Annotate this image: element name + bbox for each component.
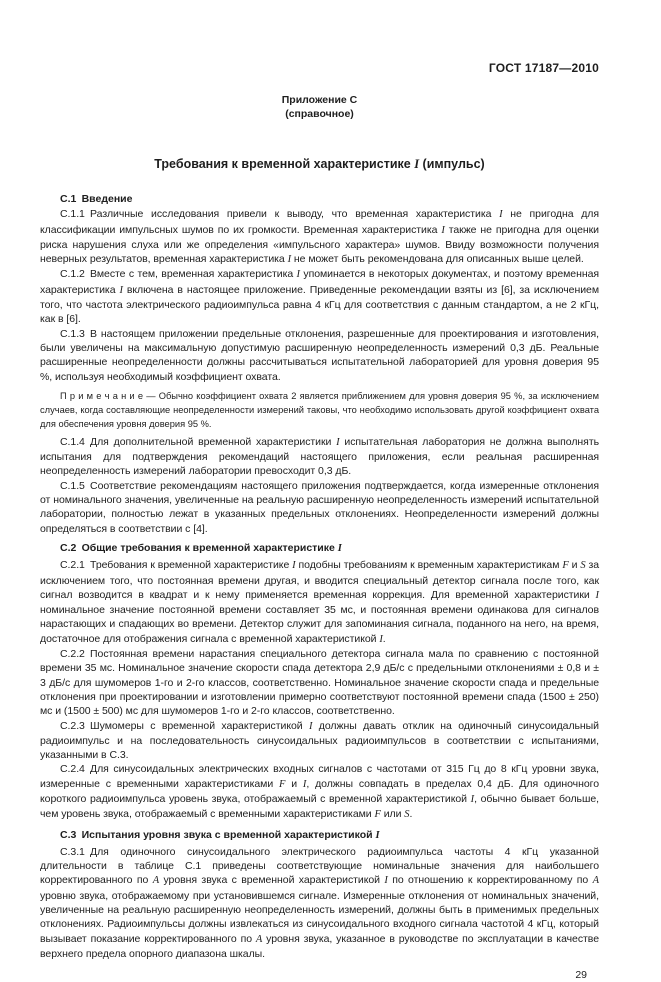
page-title [40, 157, 599, 172]
paragraph-c3-1 [40, 845, 599, 961]
variable-symbol: I [287, 254, 292, 266]
variable-symbol: I [308, 720, 313, 732]
text-run: не может быть рекомендована для описанных выше целей. [291, 253, 584, 266]
text-run: или [380, 808, 405, 821]
variable-symbol: I [414, 157, 420, 171]
paragraph-c2-2 [40, 647, 599, 718]
text-run: номинальное значение постоянной времени составляет 35 мс, и постоянная времени одинакова для сигналов нарастающих и спадающих во времени. Детектор служит для запоминания сигнала, поданного на него, на время, достаточное для отображения сигнала с временной характеристикой [40, 604, 599, 645]
text-run: подобны требованиям к временным характеристикам [295, 559, 563, 572]
paragraph-c2-3 [40, 719, 599, 763]
text-run: С.1.4 Для дополнительной временной характеристики [60, 435, 337, 448]
variable-symbol: I [595, 589, 599, 601]
variable-symbol: I [441, 224, 445, 236]
text-run: П р и м е ч а н и е — Обычно коэффициент охвата 2 является приближением для уровня доверия 95 %, за исключением случаев, когда составляющие неопределенности измерений таковы, что необходимо использовать другой коэффициент охвата для обеспечения уровня доверия 95 %. [40, 390, 599, 429]
text-run: С.1.3 В настоящем приложении предельные отклонения, разрешенные для проектирования и изготовления, были увеличены на максимальную допустимую расширенную неопределенность измерений 0,3 дБ. Реальные расширенные неопределенности должны рассчитываться испытательной лабораторией для уровня доверия 95 %, используя необходимый коэффициент охвата. [40, 327, 599, 383]
section-heading-c3 [40, 828, 599, 843]
text-run: и [285, 777, 303, 790]
text-run: уровня звука, указанное в руководстве по эксплуатации в качестве верхнего предела опорного диапазона шкалы. [40, 932, 600, 960]
text-run: С.2.2 Постоянная времени нарастания специального детектора сигнала мала по сравнению с постоянной времени 35 мс. Номинальное значение скорости спада детектора 2,9 дБ/с с предельными отклонениями ± 0,8 и ± 3 дБ/с для шумомеров 1-го и 2-го классов, соответственно. Номинальное значение скорости спада и предельные отклонения при проектировании и изготовлении примерно соответствуют постоянной времени спада (1500 ± 250) мс и (1500 ± 500) мс для шумомеров 1-го и 2-го классов, соответственно. [40, 648, 599, 718]
variable-symbol: S [404, 809, 410, 821]
section-heading-c2 [40, 541, 599, 556]
text-run: . [409, 808, 413, 821]
text-run: С.3.1 Для одиночного синусоидального электрического радиоимпульса частоты 4 кГц указанной длительности в таблице С.1 приведены соответствующие номинальные значения для наибольшего корректированного по [40, 845, 599, 887]
text-run: включена в настоящее приложение. Приведенные рекомендации взяты из [6], за исключением того, что частота электрического радиоимпульса равна 4 кГц для соответствия с данным стандартом, а не 2 кГц, как в [6]. [40, 283, 599, 326]
variable-symbol: F [374, 809, 381, 821]
variable-symbol: I [499, 209, 503, 221]
paragraph-c1-5 [40, 479, 599, 536]
variable-symbol: F [562, 560, 569, 572]
text-run: С.1.5 Соответствие рекомендациям настоящего приложения подтверждается, когда измеренные отклонения от номинального значения, увеличенные на реальную расширенную неопределенность измерений испытательной лаборатории, полностью лежат в указанных предельных отклонениях. Неопределенности измерений должны определяться в соответствии с [4]. [40, 479, 599, 535]
page-number: 29 [575, 969, 587, 982]
text-run: по отношению к корректированному по [387, 874, 593, 887]
text-run: уровню звука, отображаемому при установившемся сигнале. Измеренные отклонения от номинальных значений, увеличенные на реальную расширенную неопределенность измерений, должны быть в применимых предельных отклонениях. Радиоимпульсы должны извлекаться из синусоидального входного сигнала частотой 4 кГц, который вызывает показание корректированного по [40, 889, 599, 945]
text-run: , обычно бывает больше, чем уровень звука, отображаемый с временными характеристиками [40, 792, 599, 821]
doc-number: ГОСТ 17187—2010 [488, 61, 599, 75]
paragraph-c2-4 [40, 762, 599, 822]
text-run: С.2.1 Требования к временной характеристике [60, 559, 293, 572]
appendix-title: Приложение С [281, 94, 358, 106]
variable-symbol: I [470, 793, 475, 805]
variable-symbol: A [255, 933, 263, 945]
note-paragraph [40, 389, 599, 431]
variable-symbol: I [337, 542, 342, 554]
text-run: также не пригодна для оценки риска нарушения слуха или же определения «импульсного характера» шумов. Ввиду возможности получения неверных результатов, временная характеристика [40, 223, 599, 266]
variable-symbol: I [296, 269, 300, 281]
text-run: С.2 Общие требования к временной характеристике [60, 541, 338, 554]
variable-symbol: A [592, 875, 599, 887]
text-run: С.3 Испытания уровня звука с временной характеристикой [60, 828, 376, 841]
paragraph-c1-1 [40, 207, 599, 267]
appendix-subtitle: (справочное) [285, 108, 354, 120]
text-run: не пригодна для классификации импульсных шумов по их громкости. Временная характеристика [40, 208, 599, 236]
text-run: и [568, 559, 581, 572]
variable-symbol: I [379, 633, 383, 645]
paragraph-c1-2 [40, 267, 599, 326]
variable-symbol: I [336, 436, 340, 448]
text-run: уровня звука с временной характеристикой [159, 874, 385, 887]
variable-symbol: F [279, 778, 286, 790]
text-run: испытательная лаборатория не должна выполнять испытания для подтверждения рекомендаций настоящего приложения, если реальная расширенная неопределенность измерений лаборатории превосходит 0,3 дБ. [40, 435, 599, 478]
paragraph-c1-3 [40, 327, 599, 384]
text-run: (импульс) [419, 157, 485, 171]
paragraph-c1-4 [40, 435, 599, 479]
text-run: С.2.4 Для синусоидальных электрических входных сигналов с частотами от 315 Гц до 8 кГц уровни звука, измеренные с временными характеристиками [40, 763, 599, 790]
text-run: Требования к временной характеристике [154, 157, 415, 171]
variable-symbol: I [375, 829, 380, 841]
variable-symbol: I [292, 560, 296, 572]
text-run: С.1.2 Вместе с тем, временная характеристика [60, 268, 297, 281]
text-run: должны давать отклик на одиночный синусоидальный радиоимпульс и на последовательность синусоидальных радиоимпульсов в соответствии с испытаниями, указанными в С.3. [40, 719, 599, 762]
variable-symbol: S [580, 560, 586, 572]
text-run: за исключением того, что постоянная времени другая, и вводится специальный детектор сигнала после того, как сигнал возводится в квадрат и к нему применяется временная коррекция. Для временной характеристики [40, 559, 599, 601]
variable-symbol: A [152, 875, 160, 887]
text-run: , должны совпадать в пределах 0,4 дБ. Для одиночного короткого радиоимпульса уровень звука, отображаемый с временной характеристикой [40, 777, 599, 805]
variable-symbol: I [119, 284, 123, 296]
text-run: С.1 Введение [60, 193, 133, 205]
text-run: С.1.1 Различные исследования привели к выводу, что временная характеристика [60, 208, 500, 221]
variable-symbol: I [302, 778, 307, 790]
section-heading-c1 [40, 192, 599, 206]
text-run: упоминается в некоторых документах, и поэтому временная характеристика [40, 268, 599, 296]
variable-symbol: I [384, 875, 388, 887]
text-run: . [382, 632, 386, 645]
paragraph-c2-1 [40, 558, 599, 647]
text-run: С.2.3 Шумомеры с временной характеристикой [60, 719, 309, 732]
